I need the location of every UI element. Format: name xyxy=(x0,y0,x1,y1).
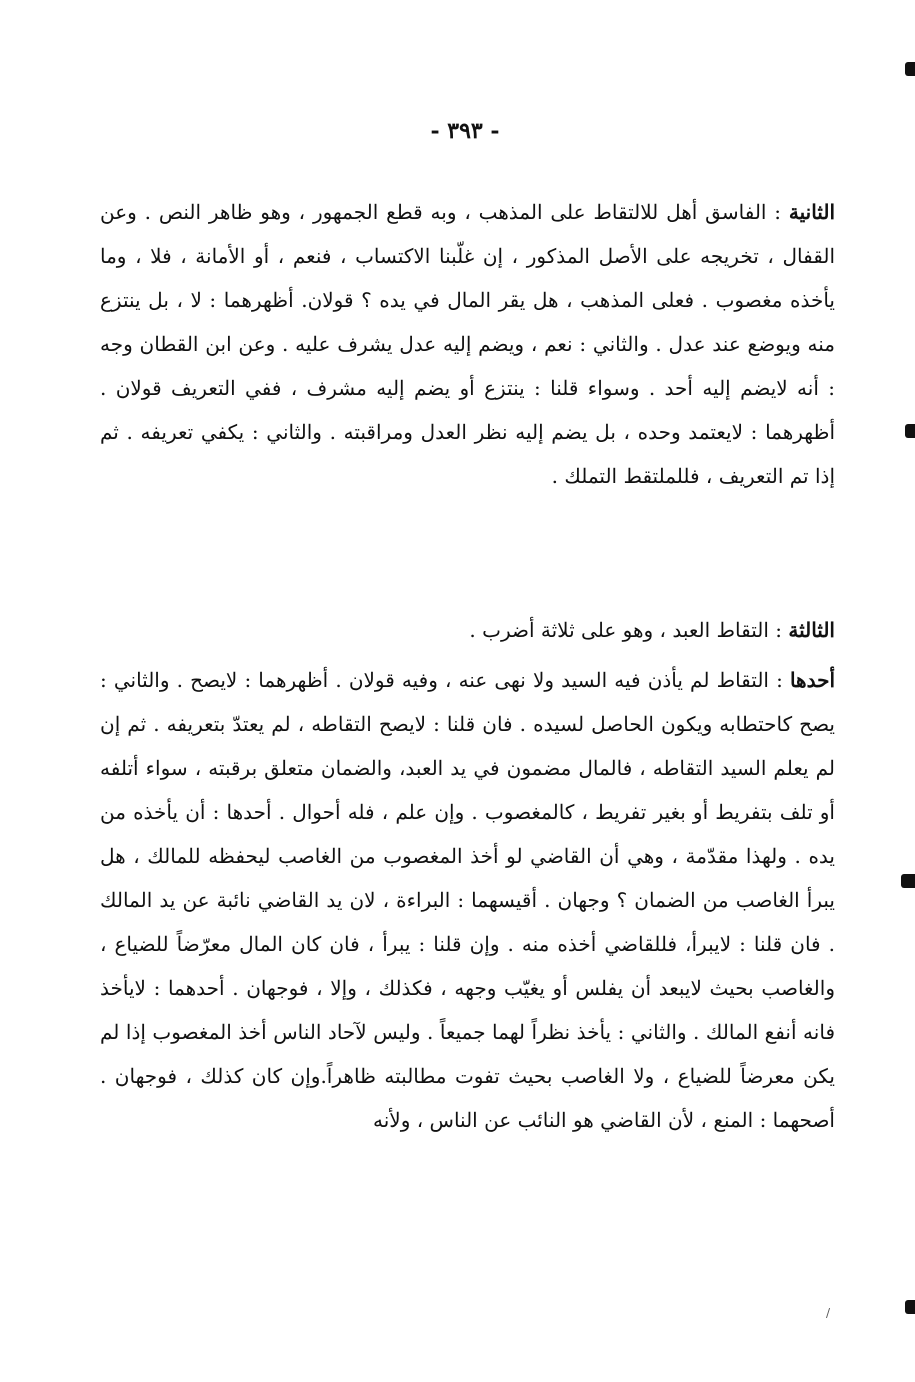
paragraph-lead: الثالثة xyxy=(788,618,835,642)
binding-mark xyxy=(905,1300,915,1314)
paragraph-lead: الثانية xyxy=(788,200,835,224)
paragraph-first-type xyxy=(100,658,835,1142)
binding-mark xyxy=(901,874,915,888)
paragraph-text: : التقاط العبد ، وهو على ثلاثة أضرب . xyxy=(469,618,782,642)
paragraph-text: : الفاسق أهل للالتقاط على المذهب ، وبه قطع الجمهور ، وهو ظاهر النص . وعن القفال ، تخريجه على الأصل المذكور ، إن غلّبنا الاكتساب ، فنعم ، أو الأمانة ، فلا ، وما يأخذه مغصوب . فعلى المذهب ، هل يقر المال في يده ؟ قولان. أظهرهما : لا ، بل ينتزع منه ويوضع عند عدل . والثاني : نعم ، ويضم إليه عدل يشرف عليه . وعن ابن القطان وجه : أنه لايضم إليه أحد . وسواء قلنا : ينتزع أو يضم إليه مشرف ، ففي التعريف قولان . أظهرهما : لايعتمد وحده ، بل يضم إليه نظر العدل ومراقبته . والثاني : يكفي تعريفه . ثم إذا تم التعريف ، فللملتقط التملك . xyxy=(100,200,836,488)
scan-speck: / xyxy=(826,1306,831,1320)
binding-mark xyxy=(905,62,915,76)
paragraph-third-issue xyxy=(100,608,835,652)
paragraph-second-issue xyxy=(100,190,835,498)
paragraph-lead: أحدها xyxy=(789,668,836,692)
page-number: - ٣٩٣ - xyxy=(430,118,500,144)
paragraph-text: : التقاط لم يأذن فيه السيد ولا نهى عنه ، وفيه قولان . أظهرهما : لايصح . والثاني : يصح كاحتطابه ويكون الحاصل لسيده . فان قلنا : لايصح التقاطه ، لم يعتدّ بتعريفه . ثم إن لم يعلم السيد التقاطه ، فالمال مضمون في يد العبد، والضمان متعلق برقبته ، سواء أتلفه أو تلف بتفريط أو بغير تفريط ، كالمغصوب . وإن علم ، فله أحوال . أحدها : أن يأخذه من يده . ولهذا مقدّمة ، وهي أن القاضي لو أخذ المغصوب من الغاصب ليحفظه للمالك ، هل يبرأ الغاصب من الضمان ؟ وجهان . أقيسهما : البراءة ، لان يد القاضي نائبة عن يد المالك . فان قلنا : لايبرأ، فللقاضي أخذه منه . وإن قلنا : يبرأ ، فان كان المال معرّضاً للضياع ، والغاصب بحيث لايبعد أن يفلس أو يغيّب وجهه ، فكذلك ، وإلا ، فوجهان . أحدهما : لايأخذ فانه أنفع المالك . والثاني : يأخذ نظراً لهما جميعاً . وليس لآحاد الناس أخذ المغصوب إذا لم يكن معرضاً للضياع ، ولا الغاصب بحيث تفوت مطالبته ظاهراً.وإن كان كذلك ، فوجهان . أصحهما : المنع ، لأن القاضي هو النائب عن الناس ، ولأنه xyxy=(100,668,835,1132)
binding-mark xyxy=(905,424,915,438)
